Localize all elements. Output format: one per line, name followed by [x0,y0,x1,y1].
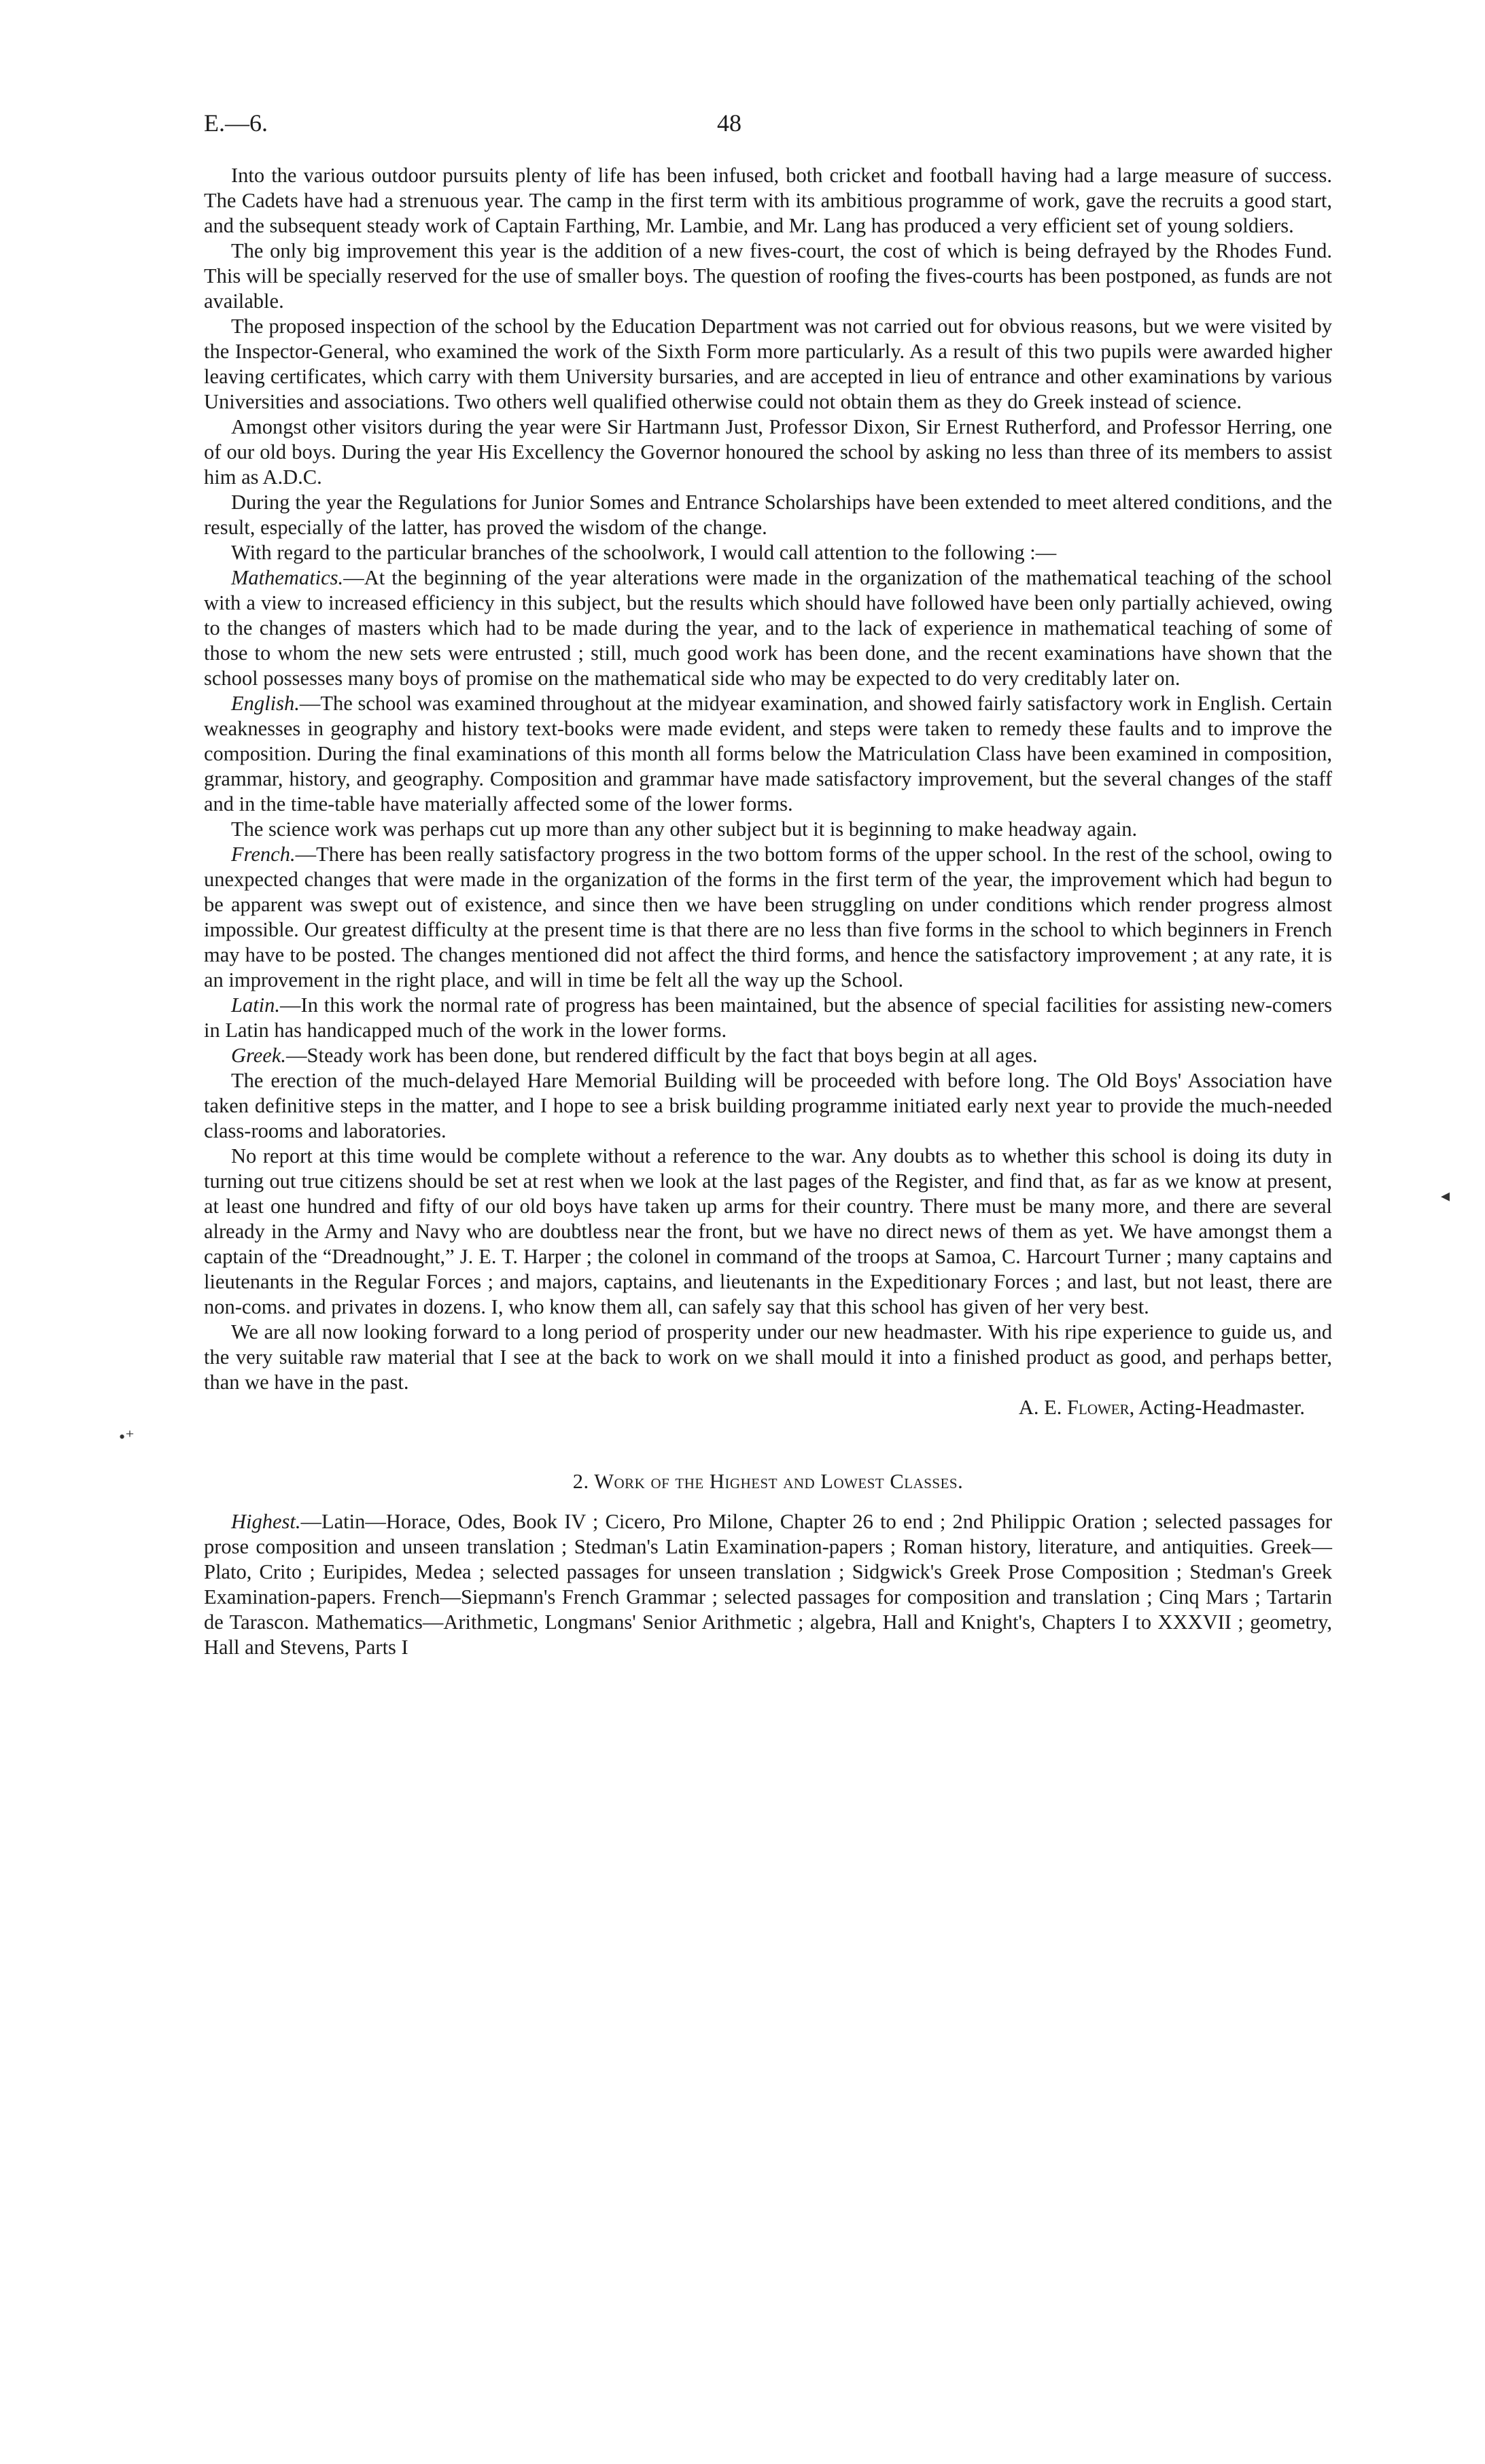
subject-heading: French. [231,843,296,866]
paragraph: Amongst other visitors during the year were Sir Hartmann Just, Professor Dixon, Sir Ernest Rutherford, and Professor Herring, one of our old boys. During the year His Excellency the Governor honoured the school by asking no less than three of its members to assist him as A.D.C. [204,415,1332,489]
signature-title: Acting-Headmaster. [1138,1396,1305,1419]
paragraph: With regard to the particular branches of the schoolwork, I would call attention to the following :— [231,541,1057,564]
subject-heading: Greek. [231,1044,287,1067]
paragraph-science: The science work was perhaps cut up more than any other subject but it is beginning to make headway again. [231,817,1138,841]
subject-heading: English. [231,692,300,715]
signature-name: A. E. Flower, [1018,1396,1135,1419]
margin-mark: ◂ [1441,1186,1450,1205]
paragraph-english: English.—The school was examined throughout at the midyear examination, and showed fairly satisfactory work in English. Certain weaknesses in geography and history text-books were made evident, and steps were taken to remedy these faults and to improve the composition. During the final examinations of this month all forms below the Matriculation Class have been examined in composition, grammar, history, and geography. Composition and grammar have made satisfactory improvement, but the several changes of the staff and in the time-table have materially affected some of the lower forms. [204,692,1332,815]
document-page [204,109,1332,1660]
paragraph-greek: Greek.—Steady work has been done, but rendered difficult by the fact that boys begin at all ages. [231,1044,1038,1067]
paragraph: The proposed inspection of the school by the Education Department was not carried out for obvious reasons, but we were visited by the Inspector-General, who examined the work of the Sixth Form more particularly. As a result of this two pupils were awarded higher leaving certificates, which carry with them University bursaries, and are accepted in lieu of entrance and other examinations by various Universities and associations. Two others well qualified otherwise could not obtain them as they do Greek instead of science. [204,315,1332,413]
subject-heading: Mathematics. [231,566,344,589]
subject-heading: Latin. [231,993,281,1017]
page-number: 48 [717,109,741,137]
report-body [204,163,1332,1660]
class-heading: Highest. [231,1510,301,1533]
paragraph: Into the various outdoor pursuits plenty of life has been infused, both cricket and football having had a large measure of success. The Cadets have had a strenuous year. The camp in the first term with its ambitious programme of work, gave the recruits a good start, and the subsequent steady work of Captain Farthing, Mr. Lambie, and Mr. Lang has produced a very efficient set of young soldiers. [204,164,1332,237]
paragraph: During the year the Regulations for Junior Somes and Entrance Scholarships have been extended to meet altered conditions, and the result, especially of the latter, has proved the wisdom of the change. [204,491,1332,539]
paragraph-highest: Highest.—Latin—Horace, Odes, Book IV ; Cicero, Pro Milone, Chapter 26 to end ; 2nd Philippic Oration ; selected passages for prose composition and unseen translation ; Stedman's Latin Examination-papers ; Roman history, literature, and antiquities. Greek—Plato, Crito ; Euripides, Medea ; selected passages for unseen translation ; Sidgwick's Greek Prose Composition ; Stedman's Greek Examination-papers. French—Siepmann's French Grammar ; selected passages for composition and translation ; Cinq Mars ; Tartarin de Tarascon. Mathematics—Arithmetic, Longmans' Senior Arithmetic ; algebra, Hall and Knight's, Chapters I to XXXVII ; geometry, Hall and Stevens, Parts I [204,1510,1332,1659]
paragraph-mathematics: Mathematics.—At the beginning of the year alterations were made in the organization of the mathematical teaching of the school with a view to increased efficiency in this subject, but the results which should have followed have been only partially achieved, owing to the changes of masters which had to be made during the year, and to the lack of experience in mathematical teaching of some of those to whom the new sets were entrusted ; still, much good work has been done, and the recent examinations have shown that the school possesses many boys of promise on the mathematical side who may be expected to do very creditably later on. [204,566,1332,690]
page-header [204,109,1332,163]
margin-mark: •⁺ [119,1427,135,1447]
signature [204,1395,1332,1420]
page-reference: E.—6. [204,109,268,137]
section-heading: 2. Work of the Highest and Lowest Classes. [572,1470,964,1493]
paragraph: The only big improvement this year is the addition of a new fives-court, the cost of which is being defrayed by the Rhodes Fund. This will be specially reserved for the use of smaller boys. The question of roofing the fives-courts has been postponed, as funds are not available. [204,239,1332,313]
paragraph-french: French.—There has been really satisfactory progress in the two bottom forms of the upper school. In the rest of the school, owing to unexpected changes that were made in the organization of the forms in the first term of the year, the improvement which had begun to be apparent was swept out of existence, and since then we have been struggling on under conditions which render progress almost impossible. Our greatest difficulty at the present time is that there are no less than five forms in the school to which beginners in French may have to be posted. The changes mentioned did not affect the third forms, and hence the satisfactory improvement ; at any rate, it is an improvement in the right place, and will in time be felt all the way up the School. [204,843,1332,991]
paragraph-war: No report at this time would be complete without a reference to the war. Any doubts as to whether this school is doing its duty in turning out true citizens should be set at rest when we look at the last pages of the Register, and find that, as far as we know at present, at least one hundred and fifty of our old boys have taken up arms for their country. There must be many more, and there are several already in the Army and Navy who are doubtless near the front, but we have no direct news of them as yet. We have amongst them a captain of the “Dreadnought,” J. E. T. Harper ; the colonel in command of the troops at Samoa, C. Harcourt Turner ; many captains and lieutenants in the Regular Forces ; and majors, captains, and lieutenants in the Expeditionary Forces ; and last, but not least, there are non-coms. and privates in dozens. I, who know them all, can safely say that this school has given of her very best. [204,1144,1332,1318]
paragraph-latin: Latin.—In this work the normal rate of progress has been maintained, but the absence of special facilities for assisting new-comers in Latin has handicapped much of the work in the lower forms. [204,993,1332,1042]
paragraph: We are all now looking forward to a long period of prosperity under our new headmaster. With his ripe experience to guide us, and the very suitable raw material that I see at the back to work on we shall mould it into a finished product as good, and perhaps better, than we have in the past. [204,1320,1332,1394]
paragraph: The erection of the much-delayed Hare Memorial Building will be proceeded with before long. The Old Boys' Association have taken definitive steps in the matter, and I hope to see a brisk building programme initiated early next year to provide the much-needed class-rooms and laboratories. [204,1069,1332,1142]
